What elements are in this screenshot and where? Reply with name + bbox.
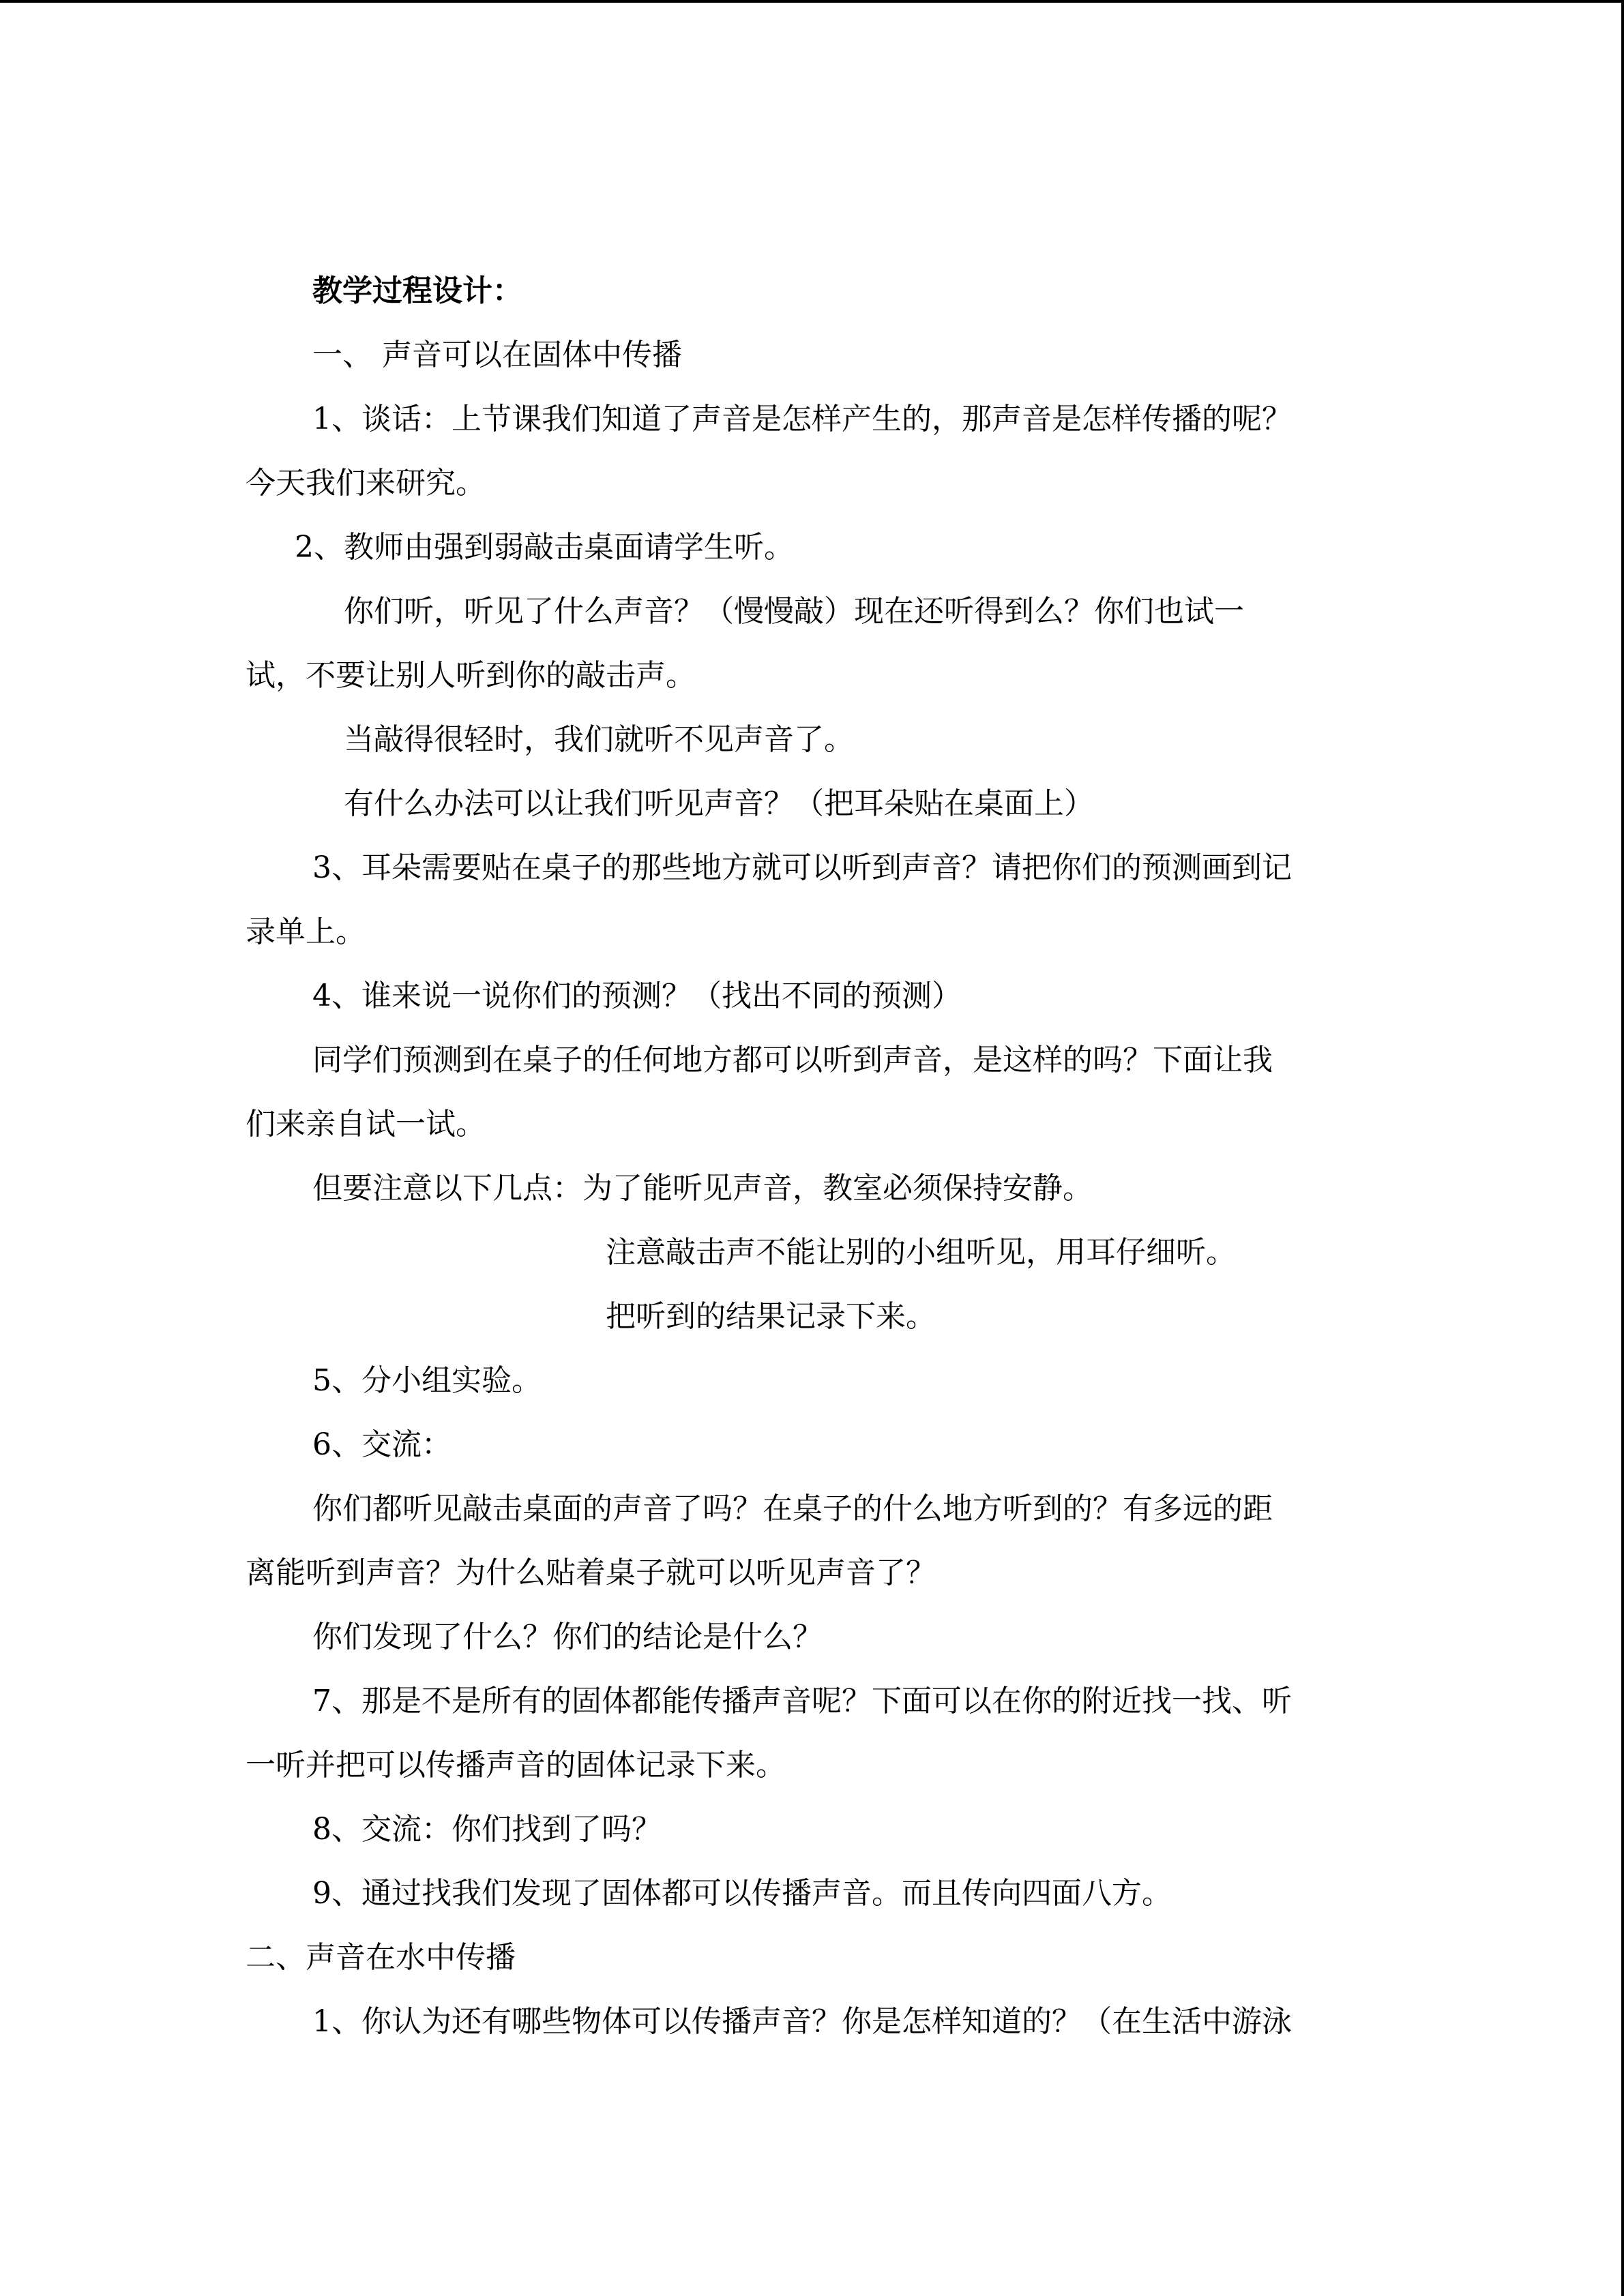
paragraph-line: 6、交流： bbox=[312, 1427, 452, 1462]
paragraph-line: 7、那是不是所有的固体都能传播声音呢？下面可以在你的附近找一找、听 bbox=[312, 1684, 1292, 1718]
paragraph-line: 2、教师由强到弱敲击桌面请学生听。 bbox=[295, 530, 794, 565]
paragraph-line: 有什么办法可以让我们听见声音？（把耳朵贴在桌面上） bbox=[344, 786, 1094, 821]
paragraph-line: 试，不要让别人听到你的敲击声。 bbox=[246, 658, 696, 693]
page-top-border bbox=[0, 0, 1624, 3]
paragraph-line: 把听到的结果记录下来。 bbox=[606, 1299, 936, 1334]
page-right-border bbox=[1621, 0, 1624, 2296]
paragraph-line: 5、分小组实验。 bbox=[312, 1363, 542, 1398]
paragraph-line: 你们听，听见了什么声音？（慢慢敲）现在还听得到么？你们也试一 bbox=[344, 594, 1244, 629]
paragraph-line: 4、谁来说一说你们的预测？（找出不同的预测） bbox=[312, 979, 962, 1013]
paragraph-line: 录单上。 bbox=[246, 914, 366, 949]
paragraph-line: 9、通过找我们发现了固体都可以传播声音。而且传向四面八方。 bbox=[312, 1876, 1172, 1911]
document-page bbox=[246, 259, 1378, 2054]
paragraph-line: 们来亲自试一试。 bbox=[246, 1107, 486, 1142]
paragraph-line: 今天我们来研究。 bbox=[246, 466, 486, 501]
paragraph-line: 一听并把可以传播声音的固体记录下来。 bbox=[246, 1748, 786, 1783]
part-one-title: 一、 声音可以在固体中传播 bbox=[312, 338, 682, 372]
paragraph-line: 3、耳朵需要贴在桌子的那些地方就可以听到声音？请把你们的预测画到记 bbox=[312, 850, 1292, 885]
paragraph-line: 1、谈话：上节课我们知道了声音是怎样产生的，那声音是怎样传播的呢？ bbox=[312, 402, 1292, 436]
paragraph-line: 同学们预测到在桌子的任何地方都可以听到声音，是这样的吗？下面让我 bbox=[312, 1043, 1273, 1077]
part-two-title: 二、声音在水中传播 bbox=[246, 1940, 516, 1975]
section-heading: 教学过程设计： bbox=[312, 273, 522, 308]
paragraph-line: 8、交流：你们找到了吗？ bbox=[312, 1812, 662, 1847]
paragraph-line: 你们发现了什么？你们的结论是什么？ bbox=[312, 1620, 823, 1654]
paragraph-line: 你们都听见敲击桌面的声音了吗？在桌子的什么地方听到的？有多远的距 bbox=[312, 1491, 1273, 1526]
paragraph-line: 当敲得很轻时，我们就听不见声音了。 bbox=[344, 722, 854, 757]
paragraph-line: 注意敲击声不能让别的小组听见，用耳仔细听。 bbox=[606, 1235, 1236, 1270]
paragraph-line: 但要注意以下几点：为了能听见声音，教室必须保持安静。 bbox=[312, 1171, 1093, 1206]
paragraph-line: 1、你认为还有哪些物体可以传播声音？你是怎样知道的？（在生活中游泳 bbox=[312, 2004, 1292, 2039]
paragraph-line: 离能听到声音？为什么贴着桌子就可以听见声音了？ bbox=[246, 1555, 936, 1590]
